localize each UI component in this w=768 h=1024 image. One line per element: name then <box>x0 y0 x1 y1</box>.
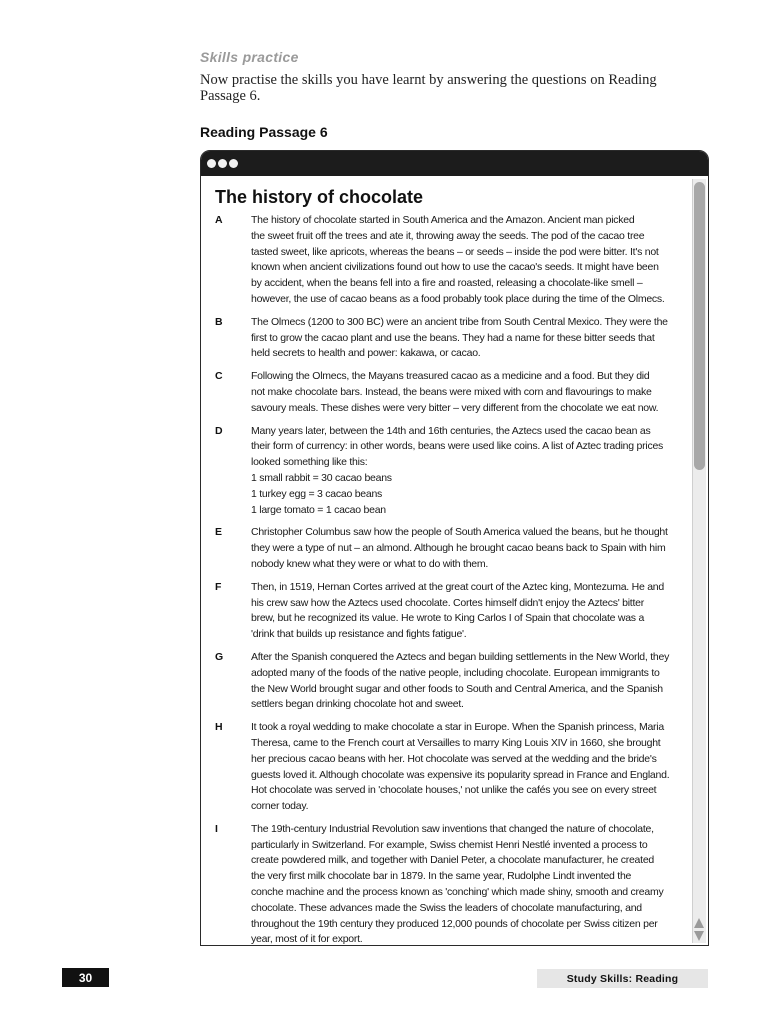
paragraph-line: chocolate. These advances made the Swiss the leaders of chocolate manufacturing, and <box>251 901 642 914</box>
paragraph-line: brew, but he recognized its value. He wrote to King Carlos I of Spain that chocolate was a <box>251 612 645 625</box>
paragraph-letter: E <box>215 526 223 539</box>
paragraph-letter: G <box>215 650 224 663</box>
paragraph-text <box>251 650 689 713</box>
paragraph-line: her precious cacao beans with her. Hot chocolate was served at the wedding and the bride's <box>251 752 657 765</box>
article-content <box>215 187 689 946</box>
paragraph-line: not make chocolate bars. Instead, the beans were mixed with corn and flavourings to make <box>251 385 652 398</box>
paragraph-line: they were a type of nut – an almond. Although he brought cacao beans back to Spain with him <box>251 542 666 555</box>
scroll-down-arrow-icon[interactable] <box>694 931 704 941</box>
paragraph-line: throughout the 19th century they produced 12,000 pounds of chocolate per Swiss citizen per <box>251 917 658 930</box>
paragraph-line: however, the use of cacao beans as a food probably took place during the time of the Olmecs. <box>251 292 665 305</box>
paragraph-line: Then, in 1519, Hernan Cortes arrived at the great court of the Aztec king, Montezuma. He and <box>251 580 664 593</box>
paragraph-list <box>215 213 689 946</box>
paragraph-line: The Olmecs (1200 to 300 BC) were an ancient tribe from South Central Mexico. They were the <box>251 315 668 328</box>
skills-practice-heading: Skills practice <box>200 49 299 65</box>
paragraph-e <box>215 525 689 572</box>
paragraph-letter: I <box>215 822 218 835</box>
paragraph-letter: B <box>215 315 223 328</box>
paragraph-line: 1 large tomato = 1 cacao bean <box>251 503 386 516</box>
window-titlebar <box>201 151 708 176</box>
passage-title: Reading Passage 6 <box>200 124 328 140</box>
intro-text: Now practise the skills you have learnt by answering the questions on Reading Passage 6. <box>200 72 657 104</box>
paragraph-text <box>251 525 689 572</box>
reading-window <box>200 150 709 946</box>
paragraph-letter: A <box>215 214 223 226</box>
paragraph-h <box>215 720 689 815</box>
paragraph-line: particularly in Switzerland. For example, Swiss chemist Henri Nestlé invented a process to <box>251 838 648 851</box>
paragraph-g <box>215 650 689 713</box>
paragraph-line: his crew saw how the Aztecs used chocolate. Cortes himself didn't enjoy the Aztecs' bitter <box>251 596 644 609</box>
paragraph-f <box>215 580 689 643</box>
scroll-up-arrow-icon[interactable] <box>694 918 704 928</box>
paragraph-line: Theresa, came to the French court at Versailles to marry King Louis XIV in 1660, she brought <box>251 736 661 749</box>
paragraph-line: held secrets to health and power: kakawa, or cacao. <box>251 347 481 360</box>
paragraph-text <box>251 369 689 416</box>
window-dot-icon[interactable] <box>218 159 227 168</box>
paragraph-line: create powdered milk, and together with Daniel Peter, a chocolate manufacturer, he created <box>251 854 654 867</box>
paragraph-a <box>215 213 689 308</box>
paragraph-line: guests loved it. Although chocolate was expensive its popularity spread in France and England. <box>251 768 670 781</box>
paragraph-line: After the Spanish conquered the Aztecs and began building settlements in the New World, they <box>251 650 670 663</box>
paragraph-line: 1 turkey egg = 3 cacao beans <box>251 487 383 500</box>
paragraph-d <box>215 424 689 519</box>
paragraph-text <box>251 822 689 946</box>
window-dot-icon[interactable] <box>229 159 238 168</box>
paragraph-line: conche machine and the process known as 'conching' which made shiny, smooth and creamy <box>251 886 664 899</box>
paragraph-letter: D <box>215 424 223 437</box>
paragraph-line: by accident, when the beans fell into a fire and roasted, releasing a chocolate-like smell – <box>251 277 643 290</box>
paragraph-line: corner today. <box>251 800 309 813</box>
paragraph-i <box>215 822 689 946</box>
paragraph-line: adopted many of the foods of the native people, including chocolate. European immigrants to <box>251 666 660 679</box>
paragraph-line: looked something like this: <box>251 456 368 469</box>
paragraph-line: the sweet fruit off the trees and ate it, throwing away the seeds. The pod of the cacao tree <box>251 229 645 242</box>
paragraph-line: The history of chocolate started in South America and the Amazon. Ancient man picked <box>251 214 635 226</box>
paragraph-line: tasted sweet, like apricots, whereas the beans – or seeds – inside the pod were bitter. It's not <box>251 245 659 258</box>
paragraph-b <box>215 315 689 362</box>
article-title: The history of chocolate <box>215 187 424 207</box>
paragraph-line: first to grow the cacao plant and use the beans. They had a name for these bitter seeds that <box>251 331 655 344</box>
paragraph-line: their form of currency: in other words, beans were used like coins. A list of Aztec trading prices <box>251 440 664 453</box>
paragraph-text <box>251 315 689 362</box>
window-dot-icon[interactable] <box>207 159 216 168</box>
paragraph-c <box>215 369 689 416</box>
paragraph-line: settlers began drinking chocolate hot and sweet. <box>251 698 464 711</box>
paragraph-line: the New World brought sugar and other foods to South and Central America, and the Spanish <box>251 682 663 695</box>
paragraph-text <box>251 213 689 308</box>
paragraph-line: year, most of it for export. <box>251 933 363 946</box>
paragraph-letter: C <box>215 370 223 383</box>
scrollbar-thumb[interactable] <box>694 182 705 470</box>
paragraph-line: Hot chocolate was served in 'chocolate houses,' not unlike the cafés you see on every street <box>251 784 657 797</box>
paragraph-line: Christopher Columbus saw how the people of South America valued the beans, but he thought <box>251 526 668 539</box>
paragraph-text <box>251 580 689 643</box>
paragraph-line: savoury meals. These dishes were very bitter – very different from the chocolate we eat now. <box>251 401 659 414</box>
paragraph-line: The 19th-century Industrial Revolution saw inventions that changed the nature of chocolate, <box>251 822 654 835</box>
paragraph-line: Following the Olmecs, the Mayans treasured cacao as a medicine and a food. But they did <box>251 370 650 383</box>
paragraph-line: It took a royal wedding to make chocolate a star in Europe. When the Spanish princess, Maria <box>251 721 664 734</box>
paragraph-letter: H <box>215 721 223 734</box>
footer-label: Study Skills: Reading <box>537 969 708 988</box>
paragraph-line: nobody knew what they were or what to do with them. <box>251 557 489 570</box>
paragraph-line: known when ancient civilizations found out how to use the cacao's seeds. It might have been <box>251 261 659 274</box>
paragraph-letter: F <box>215 580 222 593</box>
paragraph-line: the very first milk chocolate bar in 1879. In the same year, Rudolphe Lindt invented the <box>251 870 632 883</box>
paragraph-line: 'drink that builds up resistance and fights fatigue'. <box>251 628 467 641</box>
paragraph-line: 1 small rabbit = 30 cacao beans <box>251 471 392 484</box>
page-number: 30 <box>62 968 109 987</box>
paragraph-line: Many years later, between the 14th and 16th centuries, the Aztecs used the cacao bean as <box>251 424 651 437</box>
vertical-scrollbar[interactable] <box>692 179 706 943</box>
paragraph-text <box>251 424 689 519</box>
paragraph-text <box>251 720 689 815</box>
